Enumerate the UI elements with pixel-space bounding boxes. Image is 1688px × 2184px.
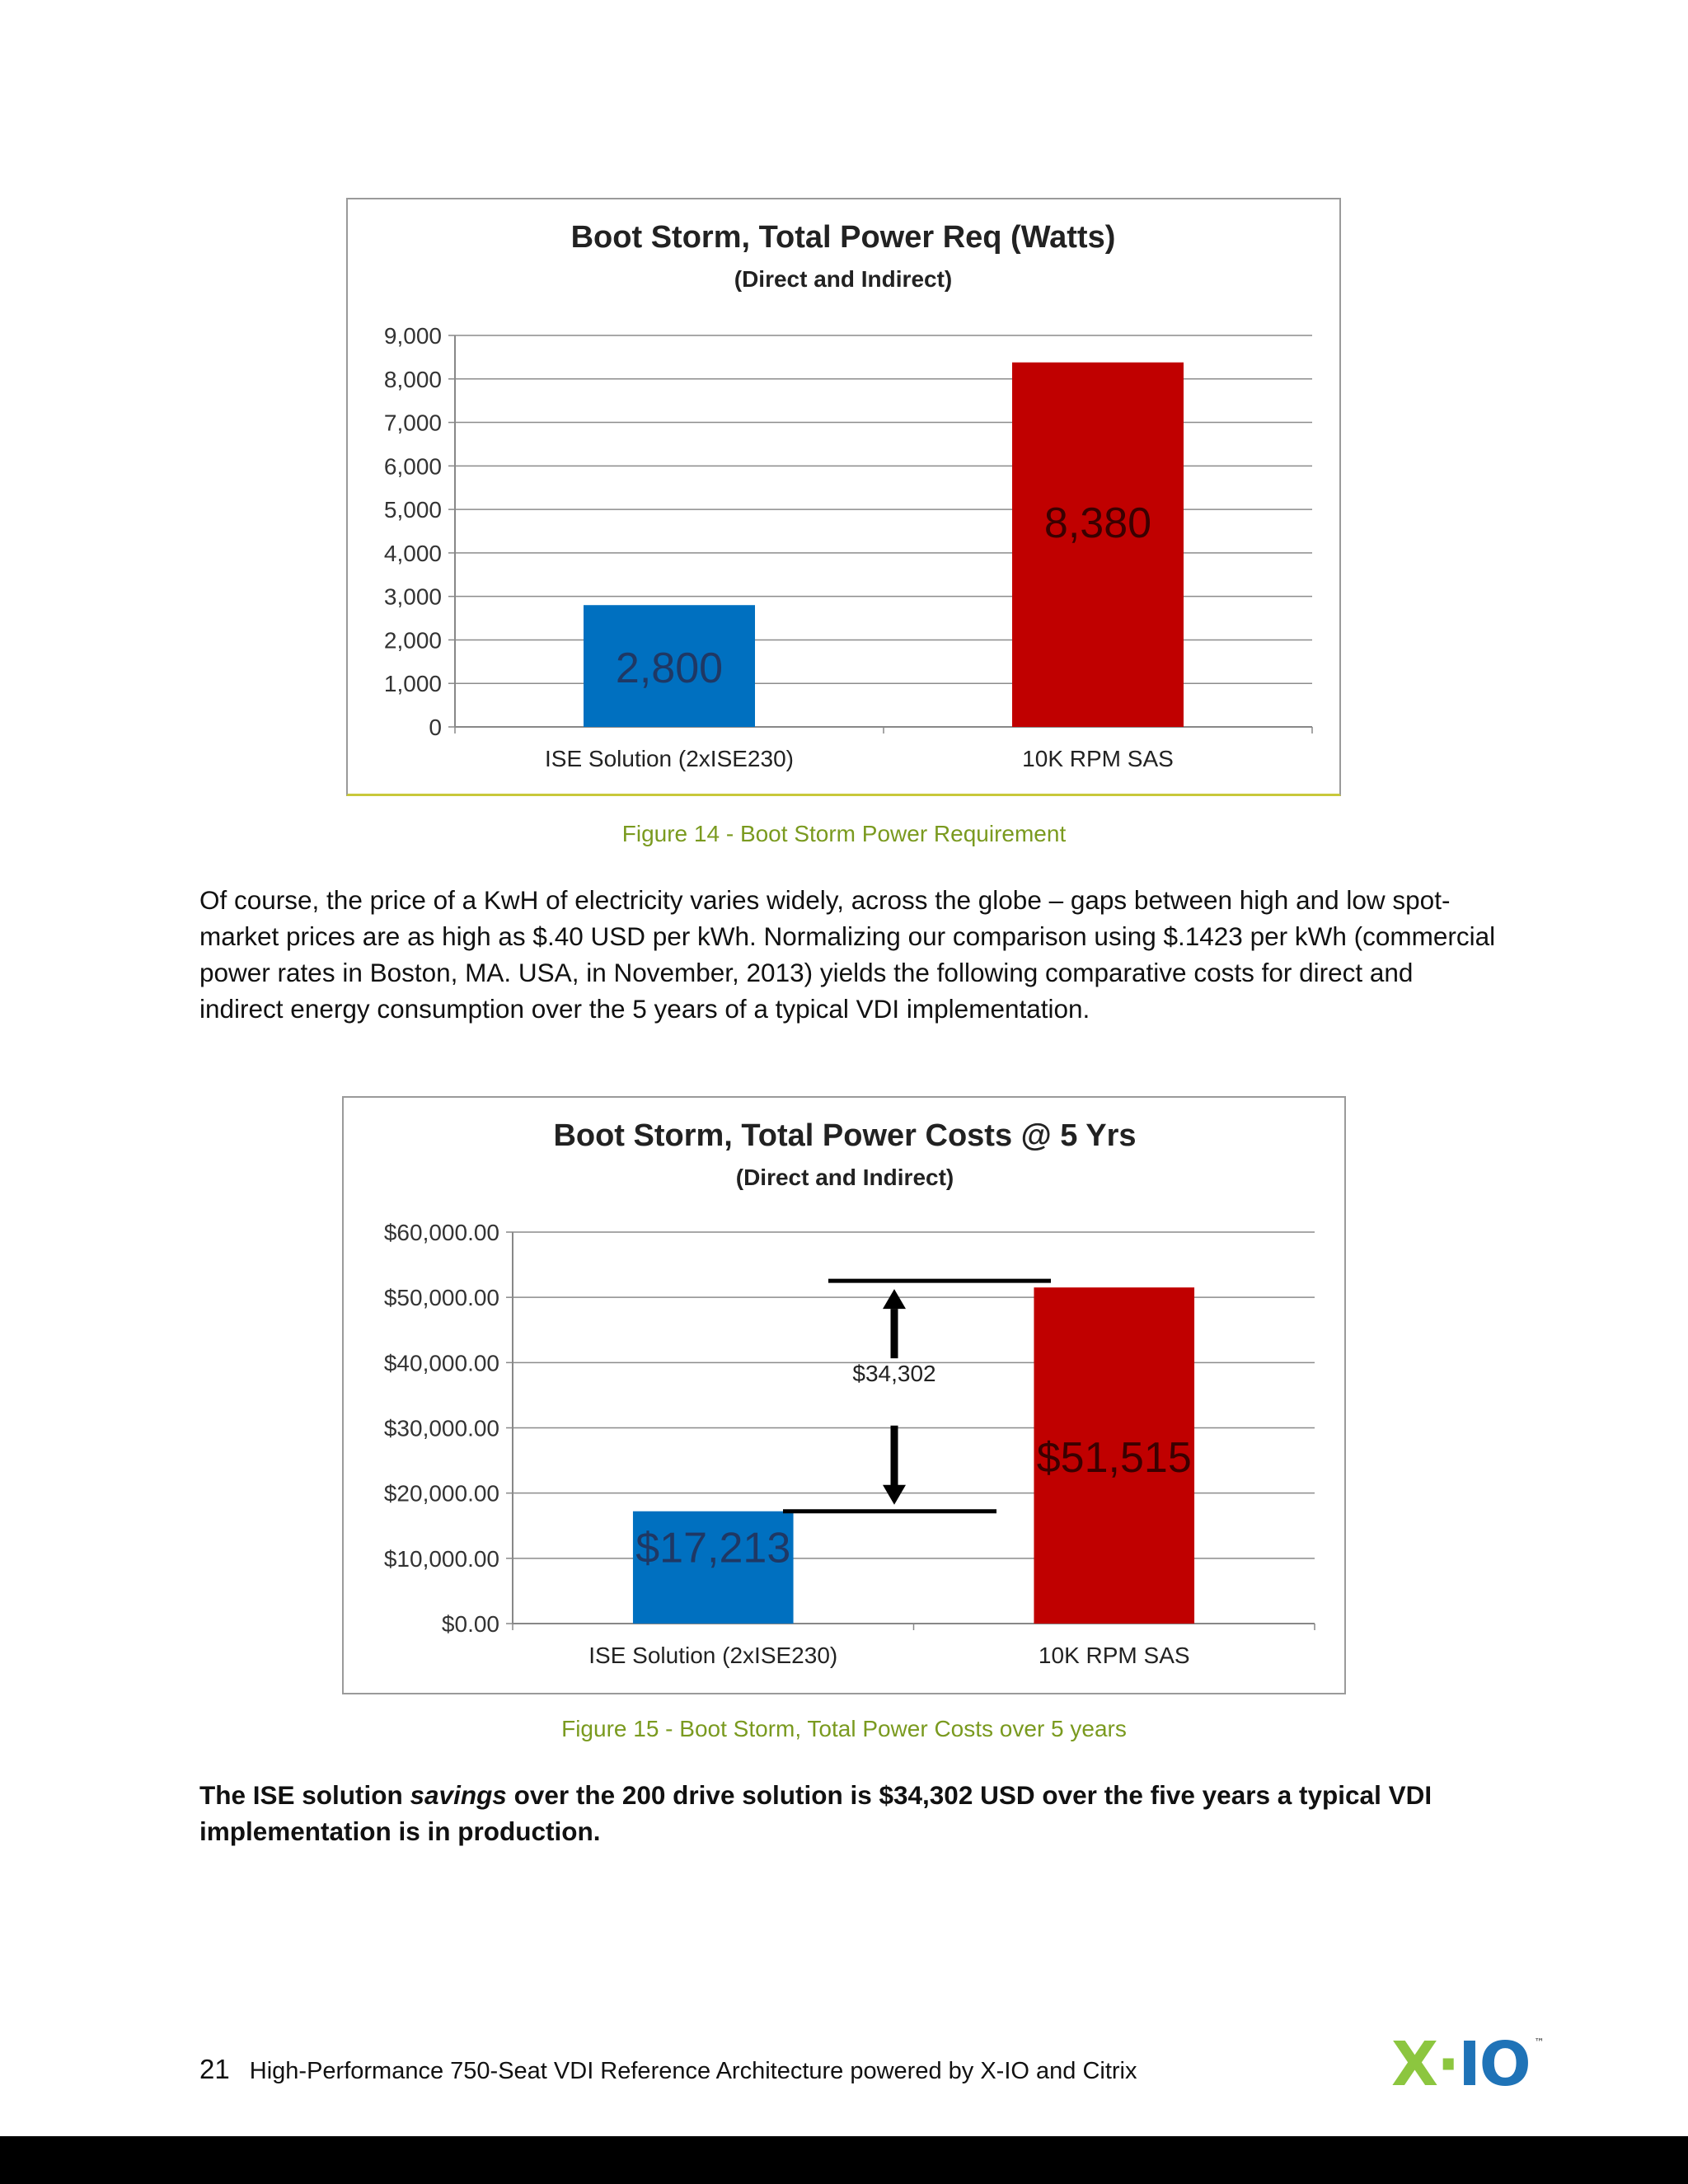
- annotation-difference-label: $34,302: [852, 1360, 936, 1386]
- y-tick-label: $50,000.00: [383, 1285, 499, 1311]
- power-costs-chart: [342, 1096, 1346, 1694]
- power-requirement-chart-svg: [348, 199, 1339, 793]
- y-tick-label: 8,000: [383, 366, 442, 392]
- page-number: 21: [199, 2054, 230, 2084]
- paragraph-savings-conclusion: [199, 1777, 1502, 1849]
- y-tick-label: $0.00: [441, 1611, 499, 1637]
- y-tick-label: 7,000: [383, 410, 442, 436]
- y-tick-label: 5,000: [383, 497, 442, 523]
- bar-data-label: $17,213: [635, 1524, 791, 1572]
- power-requirement-chart: [346, 198, 1341, 796]
- savings-text-start: The ISE solution: [199, 1780, 410, 1810]
- y-tick-label: $20,000.00: [383, 1480, 499, 1507]
- page-footer: [199, 2054, 1137, 2085]
- x-category-label: ISE Solution (2xISE230): [545, 746, 794, 771]
- logo-x: X: [1391, 2029, 1437, 2100]
- bar-data-label: $51,515: [1036, 1434, 1192, 1483]
- chart-title: Boot Storm, Total Power Req (Watts): [570, 220, 1116, 255]
- figure-15-caption: Figure 15 - Boot Storm, Total Power Costs over 5 years: [561, 1716, 1127, 1741]
- y-tick-label: $60,000.00: [383, 1220, 499, 1245]
- bar-data-label: 2,800: [615, 644, 724, 693]
- y-tick-label: 2,000: [383, 627, 442, 654]
- y-tick-label: 4,000: [383, 540, 442, 566]
- x-category-label: 10K RPM SAS: [1022, 746, 1174, 771]
- figure-14-caption: Figure 14 - Boot Storm Power Requirement: [621, 821, 1067, 846]
- y-tick-label: 0: [429, 715, 442, 740]
- chart-subtitle: (Direct and Indirect): [734, 266, 953, 292]
- x-category-label: ISE Solution (2xISE230): [588, 1643, 838, 1668]
- chart-subtitle: (Direct and Indirect): [735, 1165, 954, 1190]
- footer-document-title: High-Performance 750-Seat VDI Reference Architecture powered by X-IO and Citrix: [249, 2058, 1137, 2084]
- y-tick-label: 3,000: [383, 583, 442, 610]
- y-tick-label: 1,000: [383, 671, 442, 697]
- annotation-arrow-up-head: [883, 1289, 906, 1309]
- x-category-label: 10K RPM SAS: [1038, 1643, 1190, 1668]
- savings-emphasis: savings: [410, 1780, 507, 1810]
- y-tick-label: $10,000.00: [383, 1545, 499, 1572]
- y-tick-label: 9,000: [383, 323, 442, 349]
- annotation-arrow-down-head: [883, 1485, 906, 1505]
- bar-data-label: 8,380: [1043, 499, 1152, 548]
- paragraph-electricity-prices: Of course, the price of a KwH of electricity varies widely, across the globe – gaps between high and low spot-market prices are as high as $.40 USD per kWh. Normalizing our comparison using $.1423 per kWh (commercial power rates in Boston, MA. USA, in November, 2013) yields the following comparative costs for direct and indirect energy consumption over the 5 years of a typical VDI implementation.: [199, 885, 1496, 1024]
- y-tick-label: 6,000: [383, 453, 442, 480]
- xio-logo: [1391, 2029, 1545, 2100]
- bottom-bar: [0, 2136, 1688, 2184]
- y-tick-label: $40,000.00: [383, 1350, 499, 1376]
- savings-text-end: over the 200 drive solution is $34,302 USD over the five years a typical VDI implementation is in production.: [199, 1780, 1432, 1846]
- chart-title: Boot Storm, Total Power Costs @ 5 Yrs: [553, 1118, 1137, 1153]
- logo-trademark: ™: [1534, 2036, 1545, 2048]
- y-tick-label: $30,000.00: [383, 1415, 499, 1441]
- power-costs-chart-svg: [344, 1098, 1344, 1693]
- logo-io: IO: [1458, 2029, 1530, 2100]
- logo-dot: ·: [1437, 2029, 1459, 2100]
